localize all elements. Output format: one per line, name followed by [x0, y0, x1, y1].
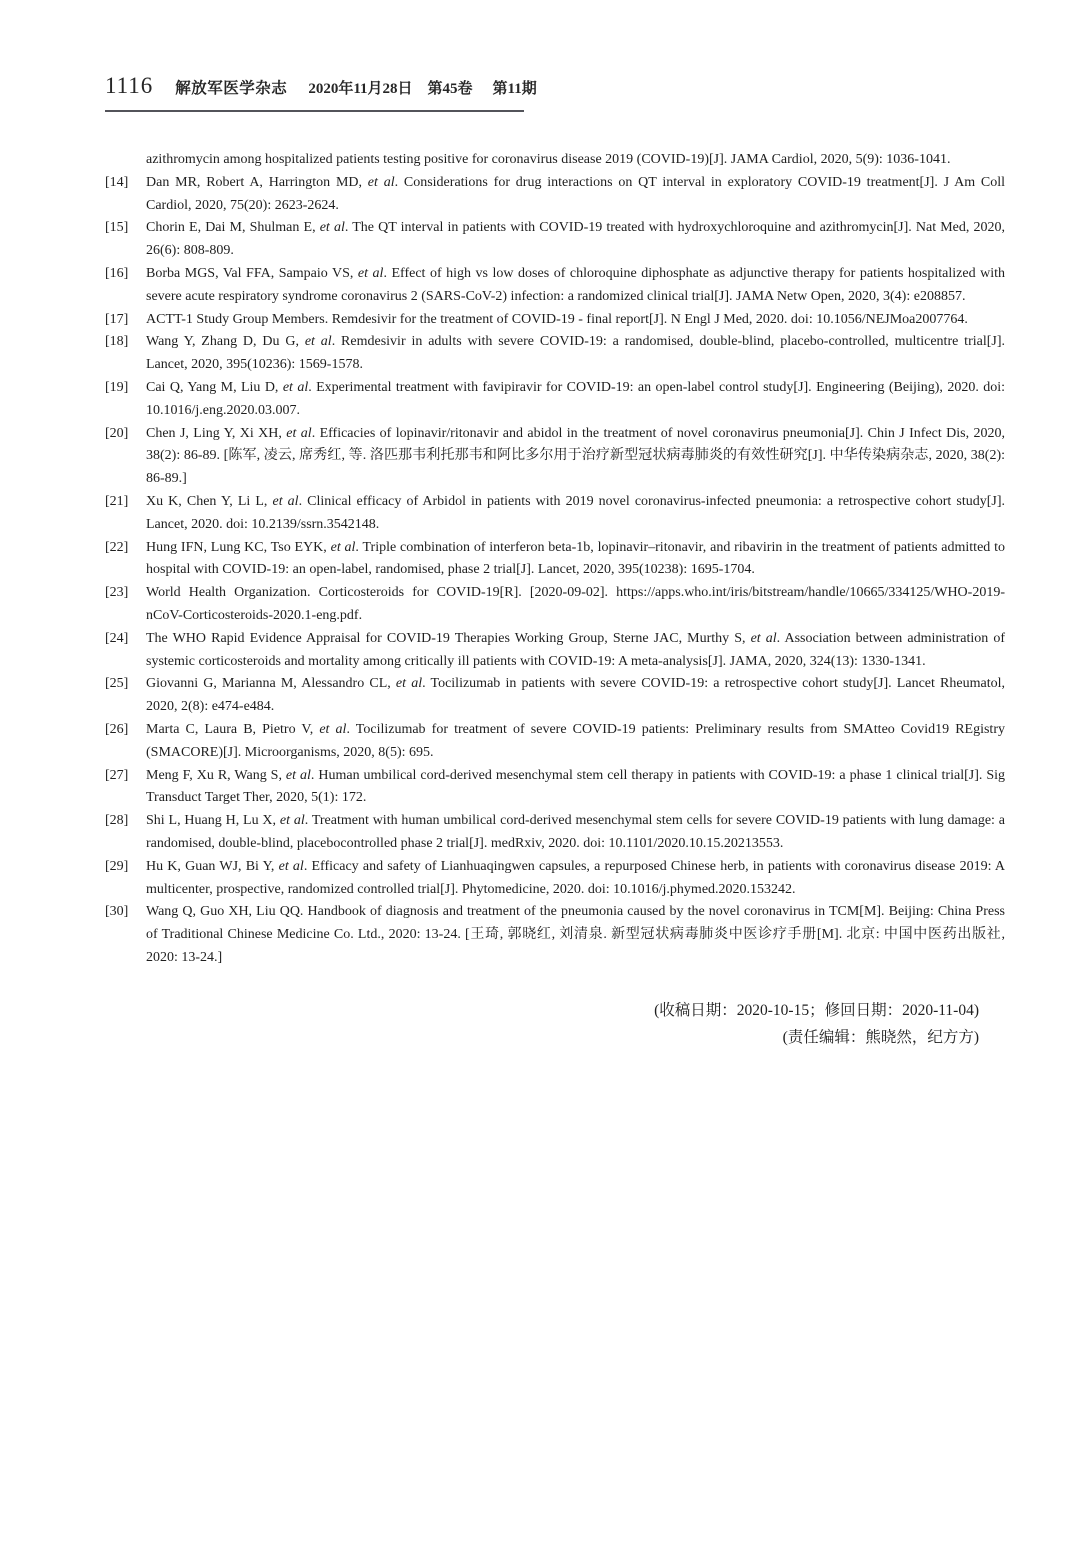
- reference-text: Wang Y, Zhang D, Du G, et al. Remdesivir in adults with severe COVID-19: a randomised, double-blind, placebo-controlled, multicentre trial[J]. Lancet, 2020, 395(10236): 1569-1578.: [146, 334, 1005, 373]
- reference-item: [105, 423, 1005, 491]
- reference-number: [18]: [105, 334, 129, 350]
- reference-text: Hu K, Guan WJ, Bi Y, et al. Efficacy and safety of Lianhuaqingwen capsules, a repurposed Chinese herb, in patients with coronavirus disease 2019: A multicenter, prospective, randomized controlled trial[J]. Phytomedicine, 2020. doi: 10.1016/j.phymed.2020.153242.: [146, 858, 1005, 897]
- reference-number: [28]: [105, 813, 129, 829]
- reference-number: [29]: [105, 858, 129, 874]
- reference-item: [105, 172, 1005, 218]
- reference-item: [105, 719, 1005, 765]
- reference-number: [21]: [105, 493, 129, 509]
- reference-number: [14]: [105, 174, 129, 190]
- reference-item: [105, 765, 1005, 811]
- reference-number: [30]: [105, 904, 129, 920]
- reference-continuation: [105, 149, 1005, 172]
- volume-label: 第45卷: [427, 81, 473, 97]
- issue-label: 第11期: [492, 81, 537, 97]
- reference-number: [22]: [105, 539, 129, 555]
- page-number: 1116: [105, 73, 154, 98]
- reference-text: Marta C, Laura B, Pietro V, et al. Tocilizumab for treatment of severe COVID-19 patients: Preliminary results from SMAtteo Covid19 REgistry (SMACORE)[J]. Microorganisms, 2020, 8(5): 695.: [146, 721, 1005, 760]
- reference-number: [25]: [105, 676, 129, 692]
- reference-item: [105, 856, 1005, 902]
- header-rule: [105, 110, 524, 112]
- reference-number: [15]: [105, 220, 129, 236]
- reference-list: [105, 149, 1005, 970]
- reference-text: Cai Q, Yang M, Liu D, et al. Experimental treatment with favipiravir for COVID-19: an open-label control study[J]. Engineering (Beijing), 2020. doi: 10.1016/j.eng.2020.03.007.: [146, 379, 1005, 418]
- reference-item: [105, 537, 1005, 583]
- reference-item: [105, 263, 1005, 309]
- reference-text: azithromycin among hospitalized patients testing positive for coronavirus disease 2019 (COVID-19)[J]. JAMA Cardiol, 2020, 5(9): 1036-1041.: [146, 152, 951, 167]
- issue-date: 2020年11月28日: [308, 81, 413, 97]
- reference-text: Xu K, Chen Y, Li L, et al. Clinical efficacy of Arbidol in patients with 2019 novel coronavirus-infected pneumonia: a retrospective cohort study[J]. Lancet, 2020. doi: 10.2139/ssrn.3542148.: [146, 493, 1006, 532]
- reference-number: [24]: [105, 630, 129, 646]
- reference-text: Shi L, Huang H, Lu X, et al. Treatment with human umbilical cord-derived mesenchymal stem cells for severe COVID-19 patients with lung damage: a randomised, double-blind, placebocontrolled phase 2 trial[J]. medRxiv, 2020. doi: 10.1101/2020.10.15.20213553.: [146, 813, 1005, 851]
- page-header: [105, 73, 1080, 99]
- reference-text: Giovanni G, Marianna M, Alessandro CL, et al. Tocilizumab in patients with severe COVID-19: a retrospective cohort study[J]. Lancet Rheumatol, 2020, 2(8): e474-e484.: [146, 676, 1005, 715]
- reference-number: [26]: [105, 721, 129, 737]
- reference-item: [105, 628, 1005, 674]
- reference-item: [105, 217, 1005, 263]
- responsible-editors: (责任编辑：熊晓然，纪方方): [782, 1028, 979, 1046]
- reference-text: Chen J, Ling Y, Xi XH, et al. Efficacies of lopinavir/ritonavir and abidol in the treatment of novel coronavirus pneumonia[J]. Chin J Infect Dis, 2020, 38(2): 86-89. [陈军, 凌云, 席秀红, 等. 洛匹那韦利托那韦和阿比多尔用于治疗新型冠状病毒肺炎的有效性研究[J]. 中华传染病杂志, 2020, 38(2): 86-89.]: [146, 425, 1005, 487]
- reference-text: Wang Q, Guo XH, Liu QQ. Handbook of diagnosis and treatment of the pneumonia caused by the novel coronavirus in TCM[M]. Beijing: China Press of Traditional Chinese Medicine Co. Ltd., 2020: 13-24. [王琦, 郭晓红, 刘清泉. 新型冠状病毒肺炎中医诊疗手册[M]. 北京: 中国中医药出版社, 2020: 13-24.]: [146, 904, 1005, 965]
- reference-number: [17]: [105, 311, 129, 327]
- reference-text: ACTT-1 Study Group Members. Remdesivir for the treatment of COVID-19 - final report[J]. N Engl J Med, 2020. doi: 10.1056/NEJMoa2007764.: [146, 311, 968, 327]
- reference-item: [105, 309, 1005, 332]
- reference-text: The WHO Rapid Evidence Appraisal for COVID-19 Therapies Working Group, Sterne JAC, Murthy S, et al. Association between administration of systemic corticosteroids and mortality among critically ill patients with COVID-19: A meta-analysis[J]. JAMA, 2020, 324(13): 1330-1341.: [146, 630, 1005, 669]
- reference-text: Borba MGS, Val FFA, Sampaio VS, et al. Effect of high vs low doses of chloroquine diphosphate as adjunctive therapy for patients hospitalized with severe acute respiratory syndrome coronavirus 2 (SARS-CoV-2) infection: a randomized clinical trial[J]. JAMA Netw Open, 2020, 3(4): e208857.: [146, 265, 1005, 304]
- reference-item: [105, 377, 1005, 423]
- reference-text: Hung IFN, Lung KC, Tso EYK, et al. Triple combination of interferon beta-1b, lopinavir–ritonavir, and ribavirin in the treatment of patients admitted to hospital with COVID-19: an open-label, randomised, phase 2 trial[J]. Lancet, 2020, 395(10238): 1695-1704.: [146, 539, 1005, 578]
- reference-number: [20]: [105, 425, 129, 441]
- reference-number: [23]: [105, 585, 129, 601]
- reference-item: [105, 810, 1005, 856]
- reference-text: World Health Organization. Corticosteroids for COVID-19[R]. [2020-09-02]. https://apps.who.int/iris/bitstream/handle/10665/334125/WHO-2019-nCoV-Corticosteroids-2020.1-eng.pdf.: [146, 585, 1005, 623]
- reference-item: [105, 673, 1005, 719]
- reference-text: Meng F, Xu R, Wang S, et al. Human umbilical cord-derived mesenchymal stem cell therapy in patients with COVID-19: a phase 1 clinical trial[J]. Sig Transduct Target Ther, 2020, 5(1): 172.: [146, 767, 1006, 806]
- journal-name: 解放军医学杂志: [175, 80, 288, 97]
- reference-item: [105, 582, 1005, 628]
- reference-text: Dan MR, Robert A, Harrington MD, et al. Considerations for drug interactions on QT interval in exploratory COVID-19 treatment[J]. J Am Coll Cardiol, 2020, 75(20): 2623-2624.: [146, 174, 1005, 213]
- reference-item: [105, 331, 1005, 377]
- page-footer: [105, 997, 1005, 1051]
- reference-number: [16]: [105, 265, 129, 281]
- reference-item: [105, 901, 1005, 969]
- reference-number: [27]: [105, 767, 129, 783]
- received-revised-dates: (收稿日期：2020-10-15；修回日期：2020-11-04): [654, 1001, 979, 1019]
- reference-item: [105, 491, 1005, 537]
- reference-number: [19]: [105, 379, 129, 395]
- reference-text: Chorin E, Dai M, Shulman E, et al. The QT interval in patients with COVID-19 treated with hydroxychloroquine and azithromycin[J]. Nat Med, 2020, 26(6): 808-809.: [146, 220, 1005, 259]
